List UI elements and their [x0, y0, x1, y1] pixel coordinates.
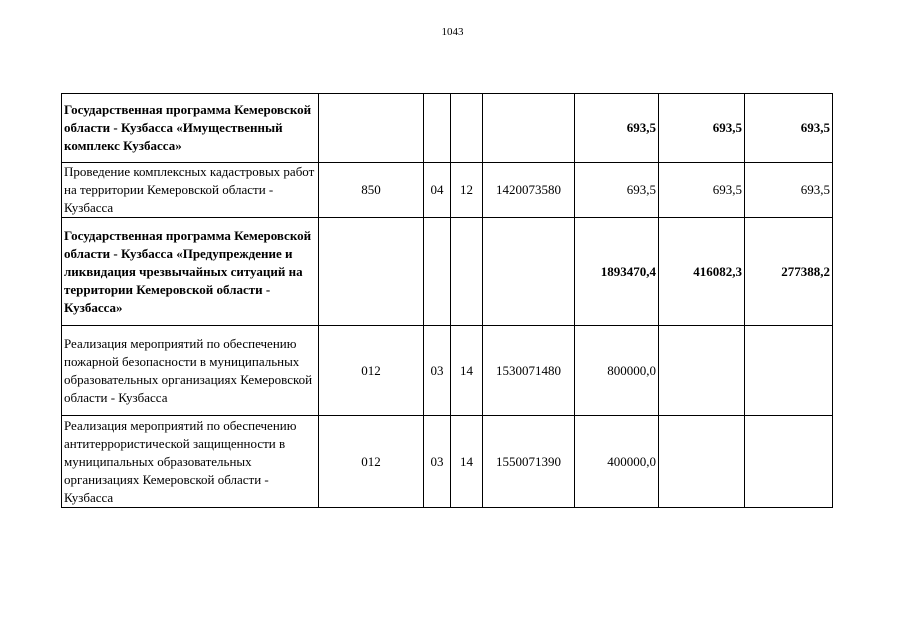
- row-name: Реализация мероприятий по обеспечению антитеррористической защищенности в муниципальных образовательных организациях Кемеровской области - Кузбасса: [62, 416, 319, 508]
- row-value-1: 693,5: [575, 94, 659, 163]
- row-section: 04: [424, 163, 451, 218]
- table-row: [62, 94, 833, 163]
- row-value-2: 693,5: [659, 94, 745, 163]
- table-row: [62, 218, 833, 326]
- row-value-2: 416082,3: [659, 218, 745, 326]
- row-subsection: 14: [451, 326, 483, 416]
- row-target: 1530071480: [483, 326, 575, 416]
- row-value-3: [745, 416, 833, 508]
- row-subsection: 14: [451, 416, 483, 508]
- row-dept: [319, 218, 424, 326]
- row-section: [424, 218, 451, 326]
- table-row: [62, 326, 833, 416]
- row-name: Государственная программа Кемеровской области - Кузбасса «Имущественный комплекс Кузбасса»: [62, 94, 319, 163]
- row-section: 03: [424, 326, 451, 416]
- row-value-2: [659, 326, 745, 416]
- row-value-3: 277388,2: [745, 218, 833, 326]
- row-value-1: 693,5: [575, 163, 659, 218]
- row-target: 1420073580: [483, 163, 575, 218]
- row-section: [424, 94, 451, 163]
- row-subsection: [451, 218, 483, 326]
- row-value-2: 693,5: [659, 163, 745, 218]
- row-value-1: 800000,0: [575, 326, 659, 416]
- row-name: Государственная программа Кемеровской области - Кузбасса «Предупреждение и ликвидация чрезвычайных ситуаций на территории Кемеровской области - Кузбасса»: [62, 218, 319, 326]
- row-value-1: 1893470,4: [575, 218, 659, 326]
- row-value-2: [659, 416, 745, 508]
- row-subsection: [451, 94, 483, 163]
- table-row: [62, 163, 833, 218]
- row-value-3: 693,5: [745, 163, 833, 218]
- row-dept: 012: [319, 326, 424, 416]
- row-value-3: [745, 326, 833, 416]
- row-value-3: 693,5: [745, 94, 833, 163]
- row-dept: [319, 94, 424, 163]
- row-dept: 850: [319, 163, 424, 218]
- row-name: Реализация мероприятий по обеспечению пожарной безопасности в муниципальных образовательных организациях Кемеровской области - Кузбасса: [62, 326, 319, 416]
- row-name: Проведение комплексных кадастровых работ на территории Кемеровской области - Кузбасса: [62, 163, 319, 218]
- row-section: 03: [424, 416, 451, 508]
- table-row: [62, 416, 833, 508]
- row-value-1: 400000,0: [575, 416, 659, 508]
- row-dept: 012: [319, 416, 424, 508]
- budget-table: [61, 93, 833, 508]
- row-subsection: 12: [451, 163, 483, 218]
- row-target: 1550071390: [483, 416, 575, 508]
- row-target: [483, 94, 575, 163]
- page-number: 1043: [441, 26, 464, 38]
- row-target: [483, 218, 575, 326]
